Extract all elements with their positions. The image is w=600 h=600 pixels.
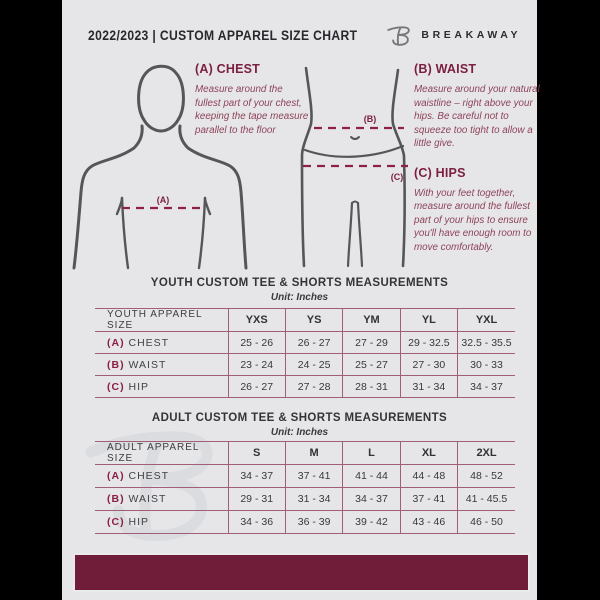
table-header-row — [95, 442, 515, 465]
table-cell: 29 - 31 — [228, 488, 285, 511]
column-header: XL — [400, 442, 457, 465]
table-cell: 31 - 34 — [285, 488, 342, 511]
table-cell: 25 - 26 — [228, 332, 285, 354]
table-cell: 39 - 42 — [343, 511, 400, 534]
column-header: S — [228, 442, 285, 465]
table-cell: 24 - 25 — [285, 354, 342, 376]
table-cell: 37 - 41 — [400, 488, 457, 511]
row-label: (A) CHEST — [95, 465, 228, 488]
row-label: (C) HIP — [95, 376, 228, 398]
chest-guide — [195, 62, 309, 137]
table-cell: 44 - 48 — [400, 465, 457, 488]
table-row — [95, 354, 515, 376]
waist-guide-text: Measure around your natural waistline – right above your hips. Be careful not to squeeze too tight to allow a little give. — [414, 84, 540, 150]
table-cell: 32.5 - 35.5 — [458, 332, 515, 354]
size-chart-page — [62, 0, 540, 600]
page-header — [88, 20, 522, 50]
row-label: (A) CHEST — [95, 332, 228, 354]
table-row — [95, 465, 515, 488]
table-cell: 29 - 32.5 — [400, 332, 457, 354]
row-label: (B) WAIST — [95, 354, 228, 376]
table-cell: 46 - 50 — [458, 511, 515, 534]
column-header: YS — [285, 309, 342, 332]
column-header: YL — [400, 309, 457, 332]
table-cell: 41 - 45.5 — [458, 488, 515, 511]
row-label: (C) HIP — [95, 511, 228, 534]
column-header: YXL — [458, 309, 515, 332]
hips-guide-text: With your feet together, measure around the fullest part of your hips to ensure you'll have enough room to move comfortably. — [414, 187, 532, 253]
youth-section-title: YOUTH CUSTOM TEE & SHORTS MEASUREMENTS — [150, 277, 449, 289]
table-cell: 41 - 44 — [343, 465, 400, 488]
column-header: ADULT APPAREL SIZE — [95, 442, 228, 465]
column-header: L — [343, 442, 400, 465]
youth-size-table — [95, 308, 515, 398]
lower-body-figure-illustration — [298, 62, 416, 270]
brand-lockup — [387, 22, 522, 49]
hips-marker-label: (C) — [390, 172, 404, 182]
footer-accent-bar — [73, 553, 530, 592]
table-header-row — [95, 309, 515, 332]
table-cell: 34 - 36 — [228, 511, 285, 534]
adult-unit-label: Unit: Inches — [270, 427, 329, 438]
page-title: 2022/2023 | CUSTOM APPAREL SIZE CHART — [88, 27, 358, 43]
row-label: (B) WAIST — [95, 488, 228, 511]
table-cell: 31 - 34 — [400, 376, 457, 398]
table-cell: 43 - 46 — [400, 511, 457, 534]
waist-guide-heading: (B) WAIST — [414, 62, 477, 76]
column-header: 2XL — [458, 442, 515, 465]
breakaway-logo-icon — [387, 22, 414, 49]
table-row — [95, 332, 515, 354]
table-cell: 34 - 37 — [458, 376, 515, 398]
chest-marker-label: (A) — [156, 195, 170, 205]
waist-marker-label: (B) — [363, 114, 377, 124]
column-header: YXS — [228, 309, 285, 332]
table-cell: 25 - 27 — [343, 354, 400, 376]
table-cell: 27 - 30 — [400, 354, 457, 376]
table-cell: 26 - 27 — [285, 332, 342, 354]
chest-guide-heading: (A) CHEST — [195, 62, 260, 76]
column-header: M — [285, 442, 342, 465]
column-header: YOUTH APPAREL SIZE — [95, 309, 228, 332]
table-cell: 30 - 33 — [458, 354, 515, 376]
column-header: YM — [343, 309, 400, 332]
table-cell: 37 - 41 — [285, 465, 342, 488]
table-cell: 36 - 39 — [285, 511, 342, 534]
table-cell: 34 - 37 — [343, 488, 400, 511]
adult-section-title: ADULT CUSTOM TEE & SHORTS MEASUREMENTS — [151, 412, 448, 424]
table-cell: 23 - 24 — [228, 354, 285, 376]
left-black-bar — [0, 0, 62, 600]
table-cell: 26 - 27 — [228, 376, 285, 398]
chest-guide-text: Measure around the fullest part of your chest, keeping the tape measure parallel to the floor — [195, 84, 309, 136]
table-cell: 28 - 31 — [343, 376, 400, 398]
adult-size-table — [95, 441, 515, 534]
right-black-bar — [537, 0, 600, 600]
table-cell: 48 - 52 — [458, 465, 515, 488]
table-cell: 27 - 28 — [285, 376, 342, 398]
table-cell: 27 - 29 — [343, 332, 400, 354]
table-row — [95, 511, 515, 534]
hips-guide-heading: (C) HIPS — [414, 165, 466, 180]
table-row — [95, 376, 515, 398]
table-cell: 34 - 37 — [228, 465, 285, 488]
waist-hips-guide — [414, 62, 542, 254]
table-row — [95, 488, 515, 511]
youth-unit-label: Unit: Inches — [270, 292, 329, 303]
brand-name: BREAKAWAY — [421, 29, 522, 41]
